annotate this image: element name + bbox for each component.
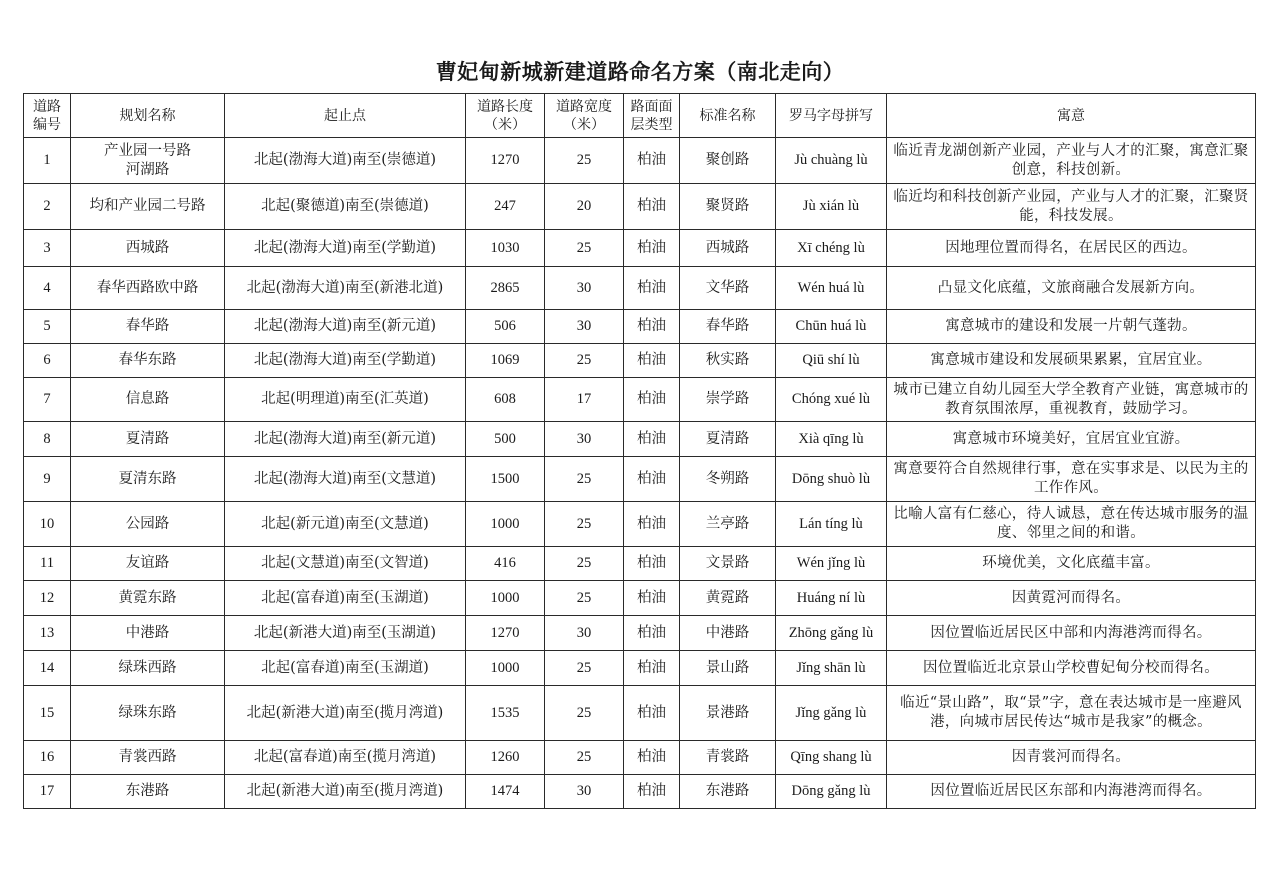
- road-width: 17: [545, 378, 624, 422]
- planned-name: 夏清东路: [71, 457, 225, 502]
- planned-name: 产业园一号路 河湖路: [71, 138, 225, 184]
- road-number: 13: [24, 616, 71, 651]
- meaning-text: 环境优美，文化底蕴丰富。: [887, 547, 1256, 581]
- standard-name: 秋实路: [680, 344, 776, 378]
- surface-type: 柏油: [624, 616, 680, 651]
- start-end-points: 北起(明理道)南至(汇英道): [225, 378, 466, 422]
- meaning-text: 因位置临近北京景山学校曹妃甸分校而得名。: [887, 651, 1256, 686]
- planned-name: 绿珠西路: [71, 651, 225, 686]
- pinyin-spelling: Wén huá lù: [776, 267, 887, 310]
- road-width: 25: [545, 344, 624, 378]
- road-width: 30: [545, 310, 624, 344]
- meaning-text: 临近均和科技创新产业园，产业与人才的汇聚，汇聚贤能，科技发展。: [887, 184, 1256, 230]
- start-end-points: 北起(新港大道)南至(揽月湾道): [225, 775, 466, 809]
- start-end-points: 北起(文慧道)南至(文智道): [225, 547, 466, 581]
- table-row: [24, 775, 1256, 809]
- road-length: 2865: [466, 267, 545, 310]
- table-row: [24, 686, 1256, 741]
- road-width: 30: [545, 616, 624, 651]
- surface-type: 柏油: [624, 230, 680, 267]
- pinyin-spelling: Qiū shí lù: [776, 344, 887, 378]
- road-number: 3: [24, 230, 71, 267]
- road-length: 1474: [466, 775, 545, 809]
- surface-type: 柏油: [624, 741, 680, 775]
- surface-type: 柏油: [624, 344, 680, 378]
- meaning-text: 临近“景山路”，取“景”字，意在表达城市是一座避风港，向城市居民传达“城市是我家”的概念。: [887, 686, 1256, 741]
- table-row: [24, 581, 1256, 616]
- meaning-text: 因黄霓河而得名。: [887, 581, 1256, 616]
- meaning-text: 因青裳河而得名。: [887, 741, 1256, 775]
- table-row: [24, 184, 1256, 230]
- header-surface-type: 路面面 层类型: [624, 94, 680, 138]
- road-number: 7: [24, 378, 71, 422]
- start-end-points: 北起(富春道)南至(玉湖道): [225, 581, 466, 616]
- surface-type: 柏油: [624, 422, 680, 457]
- standard-name: 景山路: [680, 651, 776, 686]
- start-end-points: 北起(富春道)南至(玉湖道): [225, 651, 466, 686]
- standard-name: 聚贤路: [680, 184, 776, 230]
- header-length: 道路长度 （米）: [466, 94, 545, 138]
- table-row: [24, 138, 1256, 184]
- road-length: 1000: [466, 581, 545, 616]
- standard-name: 东港路: [680, 775, 776, 809]
- table-row: [24, 457, 1256, 502]
- pinyin-spelling: Xià qīng lù: [776, 422, 887, 457]
- start-end-points: 北起(聚德道)南至(崇德道): [225, 184, 466, 230]
- road-length: 1000: [466, 502, 545, 547]
- table-row: [24, 616, 1256, 651]
- start-end-points: 北起(渤海大道)南至(新港北道): [225, 267, 466, 310]
- meaning-text: 比喻人富有仁慈心，待人诚恳，意在传达城市服务的温度、邻里之间的和谐。: [887, 502, 1256, 547]
- road-number: 16: [24, 741, 71, 775]
- surface-type: 柏油: [624, 184, 680, 230]
- surface-type: 柏油: [624, 686, 680, 741]
- table-row: [24, 651, 1256, 686]
- surface-type: 柏油: [624, 310, 680, 344]
- start-end-points: 北起(渤海大道)南至(学勤道): [225, 344, 466, 378]
- road-width: 30: [545, 422, 624, 457]
- table-row: [24, 310, 1256, 344]
- pinyin-spelling: Jù chuàng lù: [776, 138, 887, 184]
- pinyin-spelling: Dōng gǎng lù: [776, 775, 887, 809]
- table-header-row: [24, 94, 1256, 138]
- meaning-text: 因位置临近居民区东部和内海港湾而得名。: [887, 775, 1256, 809]
- surface-type: 柏油: [624, 547, 680, 581]
- meaning-text: 寓意城市建设和发展硕果累累，宜居宜业。: [887, 344, 1256, 378]
- surface-type: 柏油: [624, 581, 680, 616]
- road-width: 25: [545, 230, 624, 267]
- header-planned-name: 规划名称: [71, 94, 225, 138]
- pinyin-spelling: Qīng shang lù: [776, 741, 887, 775]
- standard-name: 冬朔路: [680, 457, 776, 502]
- standard-name: 文华路: [680, 267, 776, 310]
- header-pinyin: 罗马字母拼写: [776, 94, 887, 138]
- pinyin-spelling: Jù xián lù: [776, 184, 887, 230]
- road-length: 1000: [466, 651, 545, 686]
- planned-name: 公园路: [71, 502, 225, 547]
- start-end-points: 北起(新港大道)南至(揽月湾道): [225, 686, 466, 741]
- road-number: 11: [24, 547, 71, 581]
- planned-name: 夏清路: [71, 422, 225, 457]
- pinyin-spelling: Zhōng gǎng lù: [776, 616, 887, 651]
- table-row: [24, 378, 1256, 422]
- planned-name: 西城路: [71, 230, 225, 267]
- start-end-points: 北起(新元道)南至(文慧道): [225, 502, 466, 547]
- road-width: 25: [545, 741, 624, 775]
- road-number: 15: [24, 686, 71, 741]
- road-width: 30: [545, 775, 624, 809]
- road-length: 247: [466, 184, 545, 230]
- surface-type: 柏油: [624, 138, 680, 184]
- road-number: 2: [24, 184, 71, 230]
- table-row: [24, 267, 1256, 310]
- pinyin-spelling: Jǐng shān lù: [776, 651, 887, 686]
- standard-name: 中港路: [680, 616, 776, 651]
- start-end-points: 北起(渤海大道)南至(学勤道): [225, 230, 466, 267]
- road-length: 1069: [466, 344, 545, 378]
- page-title: 曹妃甸新城新建道路命名方案（南北走向）: [435, 60, 845, 84]
- road-width: 25: [545, 457, 624, 502]
- header-road-number: 道路 编号: [24, 94, 71, 138]
- planned-name: 春华路: [71, 310, 225, 344]
- surface-type: 柏油: [624, 775, 680, 809]
- standard-name: 兰亭路: [680, 502, 776, 547]
- road-width: 25: [545, 581, 624, 616]
- road-length: 500: [466, 422, 545, 457]
- standard-name: 聚创路: [680, 138, 776, 184]
- table-body: [24, 138, 1256, 809]
- planned-name: 春华东路: [71, 344, 225, 378]
- standard-name: 文景路: [680, 547, 776, 581]
- road-number: 9: [24, 457, 71, 502]
- road-number: 1: [24, 138, 71, 184]
- planned-name: 黄霓东路: [71, 581, 225, 616]
- road-width: 25: [545, 686, 624, 741]
- planned-name: 春华西路欧中路: [71, 267, 225, 310]
- standard-name: 夏清路: [680, 422, 776, 457]
- pinyin-spelling: Xī chéng lù: [776, 230, 887, 267]
- road-length: 1270: [466, 138, 545, 184]
- start-end-points: 北起(新港大道)南至(玉湖道): [225, 616, 466, 651]
- planned-name: 东港路: [71, 775, 225, 809]
- road-number: 12: [24, 581, 71, 616]
- meaning-text: 临近青龙湖创新产业园，产业与人才的汇聚，寓意汇聚创意，科技创新。: [887, 138, 1256, 184]
- header-meaning: 寓意: [887, 94, 1256, 138]
- road-length: 506: [466, 310, 545, 344]
- road-length: 1270: [466, 616, 545, 651]
- road-length: 608: [466, 378, 545, 422]
- road-number: 17: [24, 775, 71, 809]
- pinyin-spelling: Chóng xué lù: [776, 378, 887, 422]
- road-length: 1500: [466, 457, 545, 502]
- road-width: 30: [545, 267, 624, 310]
- meaning-text: 城市已建立自幼儿园至大学全教育产业链，寓意城市的教育氛围浓厚，重视教育，鼓励学习。: [887, 378, 1256, 422]
- table-row: [24, 230, 1256, 267]
- pinyin-spelling: Jǐng gǎng lù: [776, 686, 887, 741]
- road-number: 5: [24, 310, 71, 344]
- road-width: 25: [545, 547, 624, 581]
- surface-type: 柏油: [624, 267, 680, 310]
- planned-name: 均和产业园二号路: [71, 184, 225, 230]
- standard-name: 景港路: [680, 686, 776, 741]
- planned-name: 绿珠东路: [71, 686, 225, 741]
- start-end-points: 北起(富春道)南至(揽月湾道): [225, 741, 466, 775]
- road-width: 25: [545, 651, 624, 686]
- standard-name: 黄霓路: [680, 581, 776, 616]
- table-row: [24, 502, 1256, 547]
- road-number: 14: [24, 651, 71, 686]
- road-length: 1030: [466, 230, 545, 267]
- meaning-text: 因位置临近居民区中部和内海港湾而得名。: [887, 616, 1256, 651]
- planned-name: 信息路: [71, 378, 225, 422]
- surface-type: 柏油: [624, 651, 680, 686]
- pinyin-spelling: Dōng shuò lù: [776, 457, 887, 502]
- table-row: [24, 422, 1256, 457]
- meaning-text: 凸显文化底蕴，文旅商融合发展新方向。: [887, 267, 1256, 310]
- standard-name: 青裳路: [680, 741, 776, 775]
- road-width: 20: [545, 184, 624, 230]
- table-row: [24, 741, 1256, 775]
- planned-name: 友谊路: [71, 547, 225, 581]
- pinyin-spelling: Chūn huá lù: [776, 310, 887, 344]
- pinyin-spelling: Huáng ní lù: [776, 581, 887, 616]
- road-number: 4: [24, 267, 71, 310]
- start-end-points: 北起(渤海大道)南至(文慧道): [225, 457, 466, 502]
- meaning-text: 寓意要符合自然规律行事，意在实事求是、以民为主的工作作风。: [887, 457, 1256, 502]
- header-standard-name: 标准名称: [680, 94, 776, 138]
- surface-type: 柏油: [624, 457, 680, 502]
- pinyin-spelling: Lán tíng lù: [776, 502, 887, 547]
- road-naming-table: [23, 93, 1256, 809]
- road-length: 1260: [466, 741, 545, 775]
- start-end-points: 北起(渤海大道)南至(新元道): [225, 310, 466, 344]
- standard-name: 崇学路: [680, 378, 776, 422]
- road-number: 10: [24, 502, 71, 547]
- road-length: 416: [466, 547, 545, 581]
- standard-name: 春华路: [680, 310, 776, 344]
- header-start-end: 起止点: [225, 94, 466, 138]
- road-width: 25: [545, 138, 624, 184]
- pinyin-spelling: Wén jǐng lù: [776, 547, 887, 581]
- meaning-text: 寓意城市环境美好，宜居宜业宜游。: [887, 422, 1256, 457]
- table-row: [24, 344, 1256, 378]
- road-width: 25: [545, 502, 624, 547]
- start-end-points: 北起(渤海大道)南至(新元道): [225, 422, 466, 457]
- planned-name: 中港路: [71, 616, 225, 651]
- start-end-points: 北起(渤海大道)南至(崇德道): [225, 138, 466, 184]
- surface-type: 柏油: [624, 378, 680, 422]
- planned-name: 青裳西路: [71, 741, 225, 775]
- meaning-text: 因地理位置而得名，在居民区的西边。: [887, 230, 1256, 267]
- table-row: [24, 547, 1256, 581]
- meaning-text: 寓意城市的建设和发展一片朝气蓬勃。: [887, 310, 1256, 344]
- surface-type: 柏油: [624, 502, 680, 547]
- road-number: 6: [24, 344, 71, 378]
- header-width: 道路宽度 （米）: [545, 94, 624, 138]
- road-number: 8: [24, 422, 71, 457]
- road-length: 1535: [466, 686, 545, 741]
- standard-name: 西城路: [680, 230, 776, 267]
